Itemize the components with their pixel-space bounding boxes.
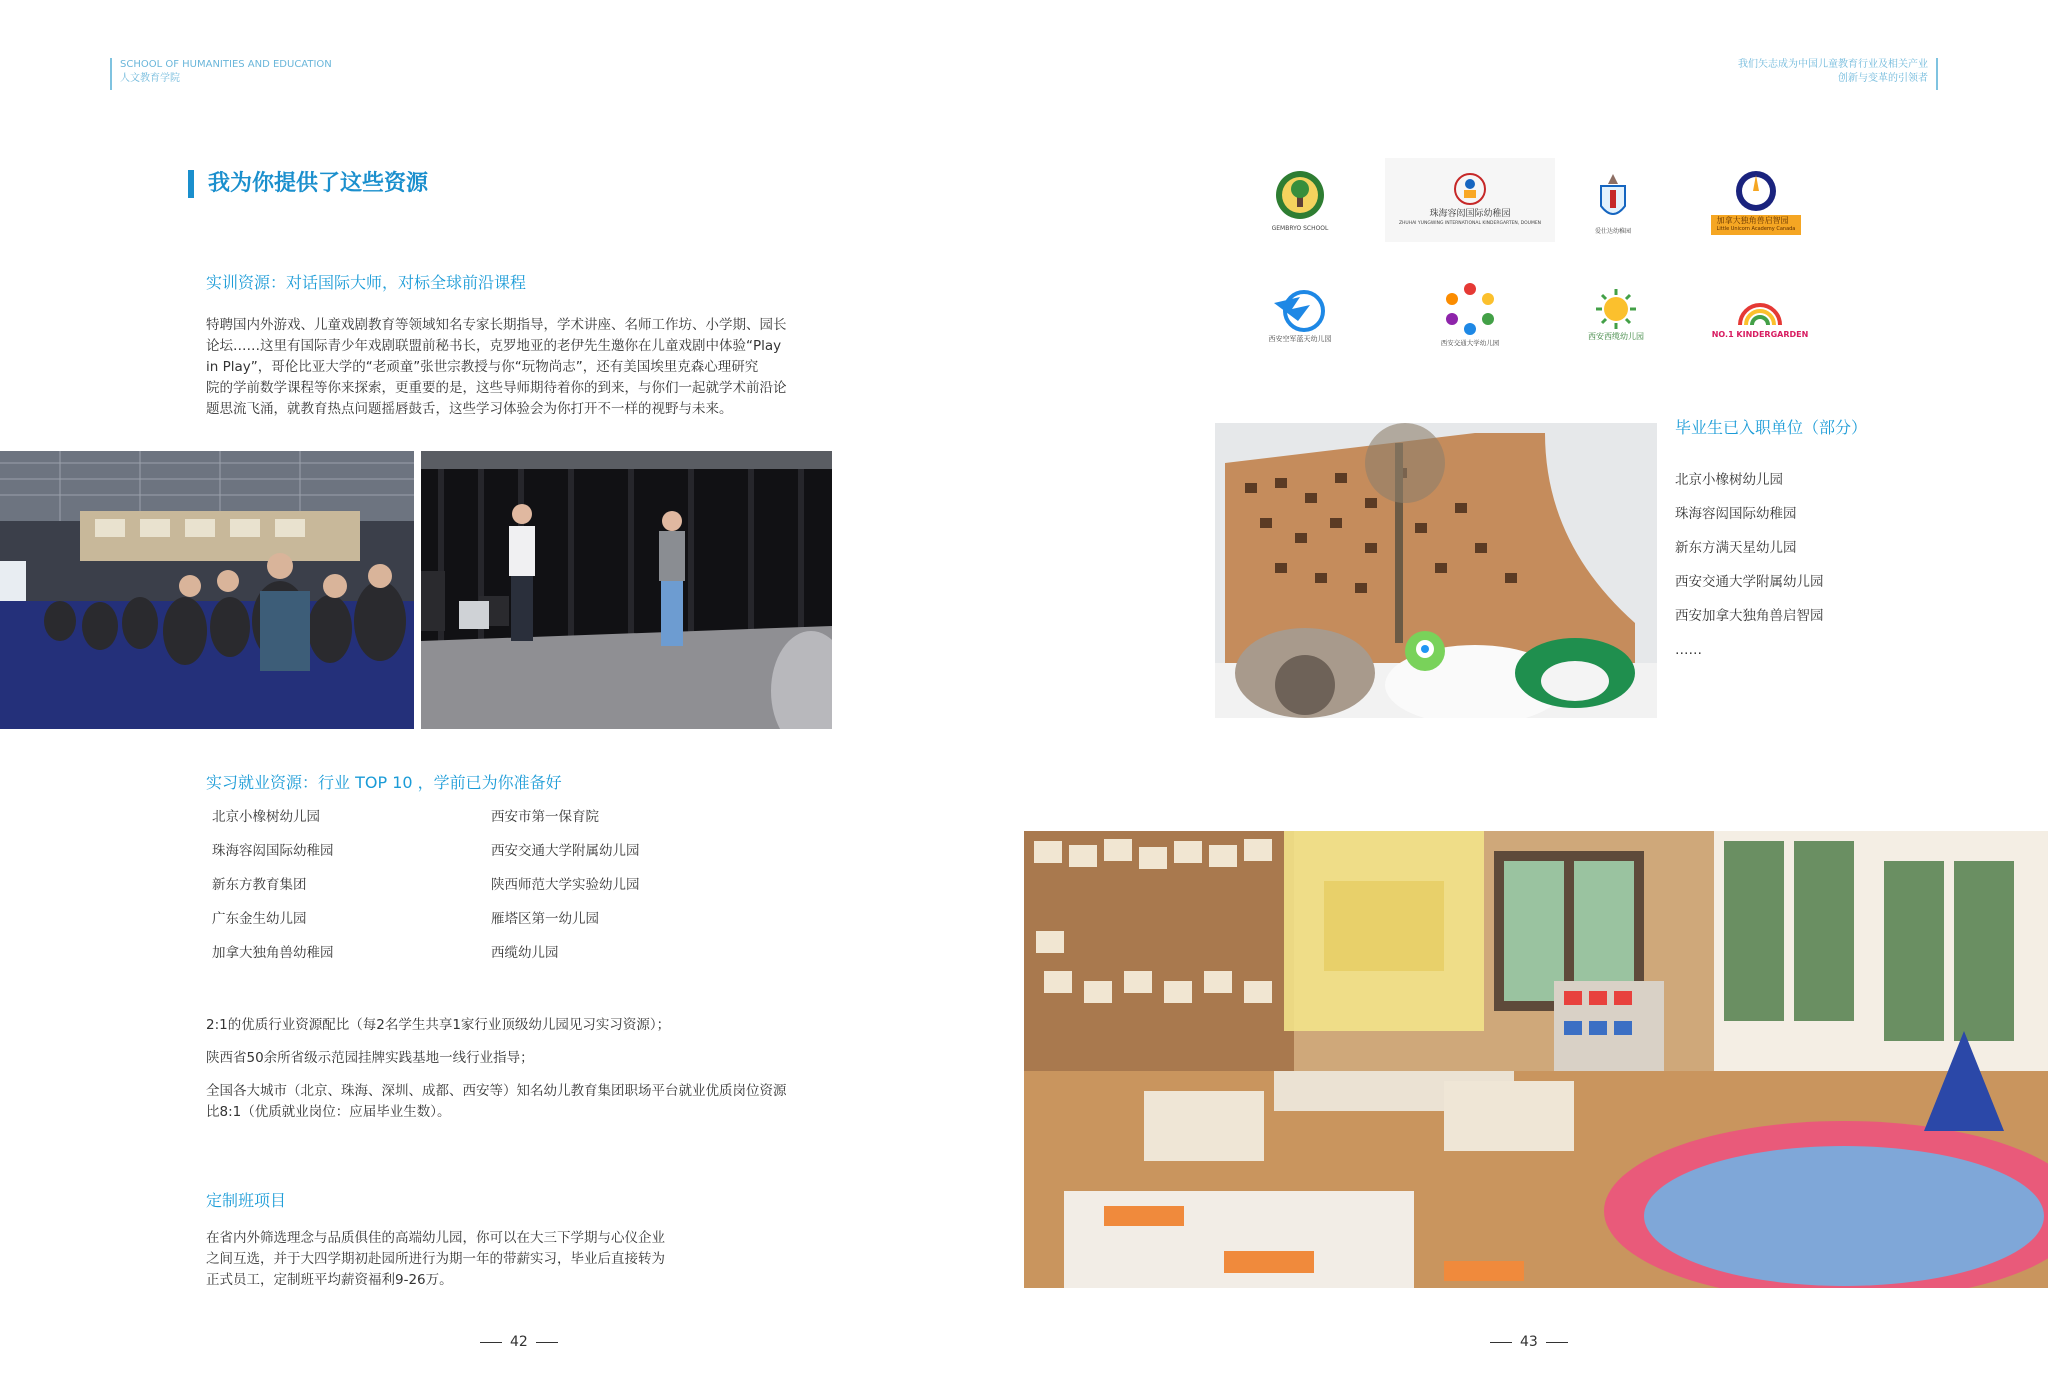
internship-note: 2:1的优质行业资源配比（每2名学生共享1家行业顶级幼儿园见习实习资源）； bbox=[206, 1017, 671, 1033]
auditorium-photo bbox=[0, 451, 414, 729]
page-number-dash bbox=[536, 1342, 558, 1343]
page-number-dash bbox=[1546, 1342, 1568, 1343]
logo-banner bbox=[1711, 215, 1802, 235]
page-number-dash bbox=[480, 1342, 502, 1343]
internship-item: 西缆幼儿园 bbox=[491, 945, 559, 961]
graduates-list bbox=[1675, 470, 1824, 674]
graduate-item: …… bbox=[1675, 642, 1702, 658]
logo-caption: 西安交通大学幼儿园 bbox=[1440, 339, 1500, 347]
graduate-item: 北京小橡树幼儿园 bbox=[1675, 472, 1783, 488]
training-line: 题思流飞涌，就教育热点问题摇唇鼓舌，这些学习体验会为你打开不一样的视野与未来。 bbox=[206, 401, 733, 417]
logo-crest bbox=[1588, 165, 1638, 243]
custom-class-line: 在省内外筛选理念与品质俱佳的高端幼儿园，你可以在大三下学期与心仪企业 bbox=[206, 1230, 665, 1246]
custom-class-paragraph bbox=[206, 1228, 726, 1291]
internship-item: 珠海容闳国际幼稚园 bbox=[212, 843, 334, 859]
internship-heading: 实习就业资源：行业 TOP 10 ，学前已为你准备好 bbox=[206, 773, 562, 792]
custom-class-line: 正式员工，定制班平均薪资福利9-26万。 bbox=[206, 1272, 453, 1288]
logo-caption: ZHUHAI YUNGWING INTERNATIONAL KINDERGARTEN, DOUMEN bbox=[1398, 221, 1542, 226]
logo-caption: NO.1 KINDERGARDEN bbox=[1711, 330, 1809, 339]
graduates-heading: 毕业生已入职单位（部分） bbox=[1675, 418, 1868, 437]
training-line: 特聘国内外游戏、儿童戏剧教育等领域知名专家长期指导，学术讲座、名师工作坊、小学期、园长 bbox=[206, 317, 787, 333]
unicorn-icon bbox=[1730, 169, 1782, 213]
star-ring-icon bbox=[1442, 281, 1498, 337]
header-slogan-line2: 创新与变革的引领者 bbox=[1838, 73, 1928, 84]
page-title: 我为你提供了这些资源 bbox=[188, 170, 428, 198]
page-number-left bbox=[480, 1334, 558, 1350]
training-paragraph bbox=[206, 315, 846, 420]
internship-item: 广东金生幼儿园 bbox=[212, 911, 307, 927]
logo-xilan bbox=[1575, 272, 1657, 356]
kindergarten-building-photo bbox=[1215, 423, 1657, 718]
logo-jiaoda bbox=[1420, 275, 1520, 353]
graduate-item: 珠海容闳国际幼稚园 bbox=[1675, 506, 1797, 522]
logo-no1 bbox=[1711, 272, 1809, 356]
page-number-right bbox=[1490, 1334, 1568, 1350]
rainbow-icon bbox=[1735, 289, 1785, 329]
logo-gembryo bbox=[1250, 160, 1350, 240]
logo-caption: Little Unicorn Academy Canada bbox=[1716, 226, 1796, 232]
crest-icon bbox=[1596, 172, 1630, 226]
header-school-en: SCHOOL OF HUMANITIES AND EDUCATION bbox=[120, 59, 332, 70]
custom-class-heading: 定制班项目 bbox=[206, 1191, 287, 1210]
header-left bbox=[110, 58, 332, 90]
training-line: 院的学前数学课程等你来探索，更重要的是，这些导师期待着你的到来，与你们一起就学术前沿论 bbox=[206, 380, 787, 396]
graduate-item: 西安交通大学附属幼儿园 bbox=[1675, 574, 1824, 590]
logo-unicorn bbox=[1700, 160, 1812, 244]
sun-icon bbox=[1592, 287, 1640, 331]
header-right bbox=[1738, 58, 1938, 90]
internship-item: 新东方教育集团 bbox=[212, 877, 307, 893]
custom-class-line: 之间互选，并于大四学期初赴园所进行为期一年的带薪实习，毕业后直接转为 bbox=[206, 1251, 665, 1267]
internship-note: 全国各大城市（北京、珠海、深圳、成都、西安等）知名幼儿教育集团职场平台就业优质岗位资源 bbox=[206, 1083, 787, 1099]
training-heading: 实训资源：对话国际大师，对标全球前沿课程 bbox=[206, 273, 527, 292]
graduate-item: 西安加拿大独角兽启智园 bbox=[1675, 608, 1824, 624]
logo-title: 珠海容闳国际幼稚园 bbox=[1429, 209, 1511, 219]
internship-item: 北京小橡树幼儿园 bbox=[212, 809, 320, 825]
internship-item: 雁塔区第一幼儿园 bbox=[491, 911, 599, 927]
page-number-dash bbox=[1490, 1342, 1512, 1343]
tree-circle-icon bbox=[1275, 167, 1325, 223]
logo-caption: 西安空军蓝天幼儿园 bbox=[1268, 335, 1332, 343]
training-line: in Play”，哥伦比亚大学的“老顽童”张世宗教授与你“玩物尚志”，还有美国埃里克森心理研究 bbox=[206, 359, 759, 375]
internship-note: 陕西省50余所省级示范园挂牌实践基地一线行业指导； bbox=[206, 1050, 534, 1066]
logo-caption: GEMBRYO SCHOOL bbox=[1271, 225, 1329, 232]
logo-caption: 西安西缆幼儿园 bbox=[1588, 332, 1644, 341]
classroom-photo bbox=[1024, 831, 2048, 1288]
figure-circle-icon bbox=[1453, 172, 1487, 206]
page-number-value: 43 bbox=[1520, 1334, 1538, 1350]
internship-notes bbox=[206, 1015, 846, 1123]
wing-icon bbox=[1270, 289, 1330, 333]
internship-item: 西安市第一保育院 bbox=[491, 809, 599, 825]
internship-item: 陕西师范大学实验幼儿园 bbox=[491, 877, 640, 893]
logo-lantian bbox=[1252, 280, 1348, 352]
page-number-value: 42 bbox=[510, 1334, 528, 1350]
training-line: 论坛……这里有国际青少年戏剧联盟前秘书长，克罗地亚的老伊先生邀你在儿童戏剧中体验“Play bbox=[206, 338, 782, 354]
internship-note: 比8:1（优质就业岗位：应届毕业生数）。 bbox=[206, 1104, 451, 1120]
header-slogan-line1: 我们矢志成为中国儿童教育行业及相关产业 bbox=[1738, 59, 1928, 70]
graduate-item: 新东方满天星幼儿园 bbox=[1675, 540, 1797, 556]
logo-title: 加拿大独角兽启智园 bbox=[1716, 216, 1789, 225]
internship-list-col2 bbox=[491, 807, 640, 977]
logo-caption: 爱仕达幼稚园 bbox=[1594, 228, 1631, 235]
stage-photo bbox=[421, 451, 832, 729]
logo-yungwing bbox=[1385, 158, 1555, 242]
internship-item: 加拿大独角兽幼稚园 bbox=[212, 945, 334, 961]
header-school-cn: 人文教育学院 bbox=[120, 73, 180, 84]
internship-list-col1 bbox=[212, 807, 334, 977]
internship-item: 西安交通大学附属幼儿园 bbox=[491, 843, 640, 859]
